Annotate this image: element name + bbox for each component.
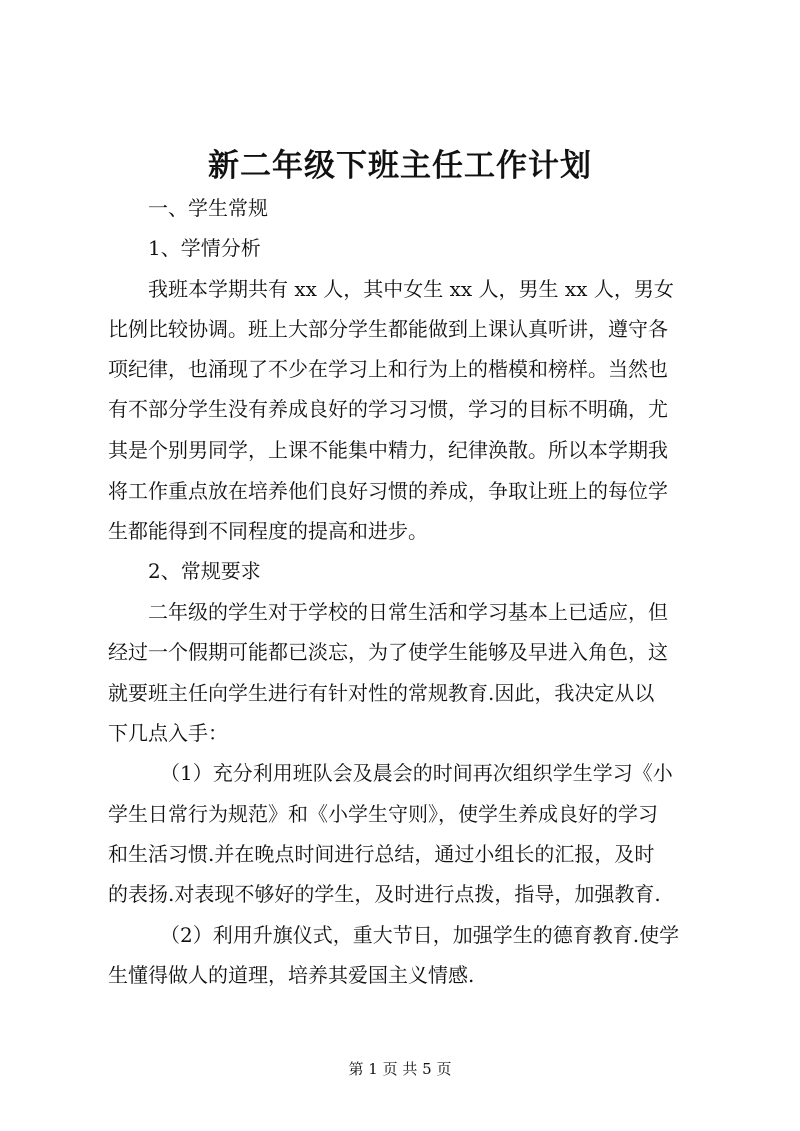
paragraph-line: 二年级的学生对于学校的日常生活和学习基本上已适应，但	[148, 600, 668, 624]
paragraph-line: 将工作重点放在培养他们良好习惯的养成，争取让班上的每位学	[108, 479, 668, 503]
paragraph-line: 经过一个假期可能都已淡忘，为了使学生能够及早进入角色，这	[108, 640, 668, 664]
paragraph-line: 项纪律，也涌现了不少在学习上和行为上的楷模和榜样。当然也	[108, 357, 668, 381]
paragraph-line: 就要班主任向学生进行有针对性的常规教育.因此，我决定从以	[108, 681, 655, 705]
paragraph-line: 生都能得到不同程度的提高和进步。	[108, 519, 428, 543]
list-item-line: 和生活习惯.并在晚点时间进行总结，通过小组长的汇报，及时	[108, 842, 655, 866]
list-item-line: 生懂得做人的道理，培养其爱国主义情感.	[108, 963, 475, 987]
paragraph-line: 其是个别男同学，上课不能集中精力，纪律涣散。所以本学期我	[108, 438, 668, 462]
paragraph-line: 我班本学期共有 xx 人，其中女生 xx 人，男生 xx 人，男女	[148, 277, 674, 301]
list-item-line: 的表扬.对表现不够好的学生，及时进行点拨，指导，加强教育.	[108, 882, 661, 906]
subsection-heading: 1、学情分析	[148, 236, 261, 260]
list-item-line: （1）充分利用班队会及晨会的时间再次组织学生学习《小	[160, 761, 673, 785]
page-number-footer: 第 1 页 共 5 页	[348, 1060, 452, 1078]
subsection-heading: 2、常规要求	[148, 559, 261, 583]
paragraph-line: 下几点入手：	[108, 721, 228, 745]
paragraph-line: 有不部分学生没有养成良好的学习习惯，学习的目标不明确，尤	[108, 397, 668, 421]
section-heading: 一、学生常规	[148, 196, 268, 220]
list-item-line: （2）利用升旗仪式，重大节日，加强学生的德育教育.使学	[160, 923, 680, 947]
paragraph-line: 比例比较协调。班上大部分学生都能做到上课认真听讲，遵守各	[108, 317, 668, 341]
page-title: 新二年级下班主任工作计划	[208, 148, 592, 184]
list-item-line: 学生日常行为规范》和《小学生守则》，使学生养成良好的学习	[108, 802, 658, 826]
